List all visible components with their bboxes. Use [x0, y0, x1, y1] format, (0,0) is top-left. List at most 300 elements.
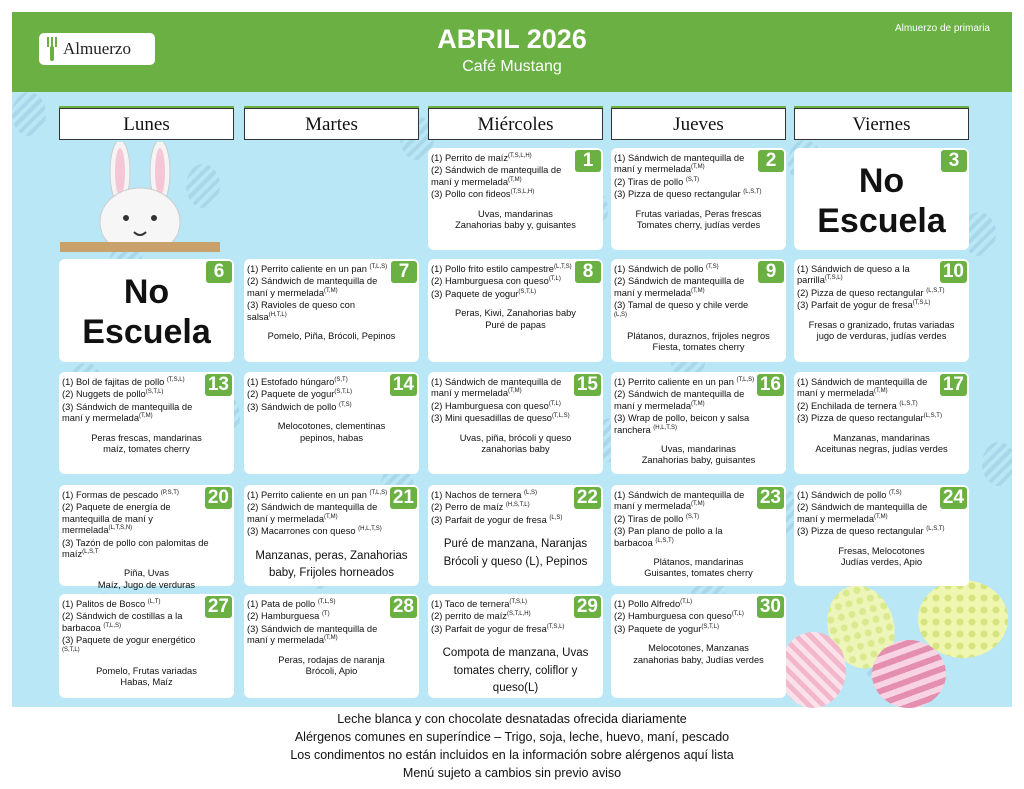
menu-item-name: (1) Nachos de ternera	[431, 490, 525, 501]
day-number: 21	[390, 487, 417, 509]
menu-item	[797, 264, 946, 287]
page-subtitle: Café Mustang	[462, 58, 562, 75]
day-number: 24	[940, 487, 967, 509]
menu-item	[62, 611, 211, 634]
allergen-codes: (L,T,S)	[553, 264, 572, 270]
side-line: tomates cherry, coliflor y queso(L)	[453, 664, 578, 694]
side-line: pepinos, habas	[299, 432, 364, 443]
no-school-line: No	[123, 273, 170, 311]
day-cell-13	[59, 372, 234, 474]
menu-item	[247, 377, 396, 388]
menu-item	[247, 624, 396, 647]
side-line: Melocotones, Manzanas	[648, 643, 749, 654]
footer-line: Los condimentos no están incluidos en la información sobre alérgenos aquí lista	[290, 748, 734, 762]
menu-item	[62, 402, 211, 425]
day-number: 3	[941, 150, 967, 172]
day-number: 13	[205, 374, 232, 396]
allergen-codes: (S,T,L)	[334, 389, 353, 396]
side-line: Habas, Maíz	[120, 677, 173, 688]
menu-item-name: (1) Sándwich de pollo	[614, 264, 706, 275]
menu-item	[62, 377, 211, 388]
menu-item	[431, 599, 580, 610]
menu-item	[247, 599, 396, 610]
menu-item-name: (2) Sándwich de mantequilla de maní y mermelada	[431, 165, 562, 187]
side-line: Compota de manzana, Uvas	[442, 647, 589, 660]
day-number: 29	[574, 596, 601, 618]
side-line: Plátanos, mandarinas	[653, 556, 744, 567]
allergen-codes: (T,S,L)	[166, 377, 185, 383]
menu-item	[62, 635, 211, 658]
side-line: zanahorias baby, Judías verdes	[633, 654, 764, 665]
menu-item-name: (3) Ravioles de queso con salsa	[247, 300, 356, 322]
side-line: Judías verdes, Apio	[840, 556, 923, 567]
menu-item	[247, 276, 396, 299]
day-number: 1	[575, 150, 601, 172]
menu-item	[614, 490, 763, 513]
side-line: Uvas, piña, brócoli y queso	[459, 432, 572, 443]
menu-item	[247, 611, 396, 622]
side-dishes	[431, 209, 600, 232]
menu-item-name: (3) Paquete de yogur	[431, 288, 519, 299]
allergen-codes: (T)	[321, 611, 330, 618]
menu-item	[431, 165, 580, 188]
allergen-codes: (T,M)	[691, 400, 705, 407]
allergen-codes: (T,M)	[874, 513, 888, 520]
allergen-codes: (S,T,L)	[518, 288, 537, 295]
header-banner	[12, 12, 1012, 92]
allergen-codes: (T,L)	[548, 400, 561, 407]
menu-item-name: (1) Sándwich de mantequilla de maní y mermelada	[797, 377, 928, 399]
menu-item-name: (2) Paquete de yogur	[247, 389, 335, 400]
menu-item	[62, 490, 211, 501]
side-line: Tomates cherry, judías verdes	[636, 219, 761, 230]
day-number: 9	[758, 261, 784, 283]
menu-item-name: (1) Sándwich de mantequilla de maní y mermelada	[614, 490, 745, 512]
footer-line: Menú sujeto a cambios sin previo aviso	[402, 766, 622, 780]
menu-item	[797, 300, 946, 311]
day-cell-30	[611, 594, 786, 698]
menu-item	[614, 514, 763, 525]
day-cell-1	[428, 148, 603, 250]
menu-item	[614, 599, 763, 610]
day-cell-9	[611, 259, 786, 362]
day-number: 10	[940, 261, 967, 283]
menu-type-label: Almuerzo de primaria	[894, 23, 990, 34]
menu-item	[431, 624, 580, 635]
menu-item-name: (3) Tamal de queso y chile verde	[614, 300, 749, 311]
allergen-codes: (T,M)	[508, 176, 522, 183]
menu-item-name: (2) Tiras de pollo	[614, 176, 686, 187]
menu-item-name: (2) Enchilada de ternera	[797, 400, 900, 411]
menu-item	[247, 490, 396, 501]
allergen-codes: (T,M)	[139, 413, 153, 420]
logo-text: Almuerzo	[63, 39, 131, 58]
menu-item-name: (2) Hamburguesa con queso	[431, 276, 549, 287]
menu-item-name: (3) Macarrones con queso	[247, 526, 359, 537]
day-cell-20	[59, 485, 234, 590]
menu-item	[797, 490, 946, 501]
page-title: ABRIL 2026	[437, 24, 587, 54]
side-line: Zanahorias baby, guisantes	[641, 455, 756, 466]
day-number: 14	[390, 374, 417, 396]
day-number: 8	[575, 261, 601, 283]
menu-item-name: (2) Hamburguesa con queso	[431, 400, 549, 411]
day-number: 22	[574, 487, 601, 509]
egg-icon	[780, 632, 846, 708]
allergen-codes: (T,S)	[706, 264, 719, 270]
allergen-codes: (T,S,L,H)	[507, 153, 532, 159]
menu-item	[614, 276, 763, 299]
menu-item	[62, 502, 211, 536]
menu-item-name: (1) Taco de ternera	[431, 599, 510, 610]
day-cell-21	[244, 485, 419, 586]
day-number: 2	[758, 150, 784, 172]
menu-item-name: (3) Sándwich de pollo	[247, 401, 339, 412]
side-line: Plátanos, duraznos, frijoles negros	[627, 330, 770, 341]
allergen-codes: (S,T,L)	[145, 389, 164, 396]
egg-pattern-icon	[12, 92, 46, 136]
menu-item-name: (2) Tiras de pollo	[614, 513, 686, 524]
menu-item-name: (3) Parfait de yogur de fresa	[431, 623, 547, 634]
menu-item	[797, 502, 946, 525]
side-line: Puré de manzana, Naranjas	[443, 538, 588, 551]
day-cell-23	[611, 485, 786, 586]
allergen-codes: (T,L,S)	[369, 264, 388, 270]
allergen-codes: (L,S,T)	[926, 526, 945, 533]
side-dishes	[62, 568, 231, 591]
allergen-codes: (L,S,T	[82, 548, 99, 555]
allergen-codes: (L,S,T)	[923, 413, 942, 420]
menu-item-name: (1) Bol de fajitas de pollo	[62, 377, 167, 388]
menu-item	[431, 401, 580, 412]
menu-item-name: (3) Sándwich de mantequilla de maní y mermelada	[62, 401, 193, 424]
side-dishes	[431, 645, 600, 697]
allergen-codes: (P,S,T)	[160, 490, 179, 496]
side-dishes	[797, 320, 966, 343]
menu-item	[431, 413, 580, 424]
side-line: Brócoli, Apio	[305, 665, 358, 676]
menu-item-name: (1) Perrito caliente en un pan	[247, 490, 370, 501]
menu-item-name: (1) Sándwich de pollo	[797, 490, 889, 501]
side-line: Fresas o granizado, frutas variadas	[808, 319, 955, 330]
allergen-codes: (L,S)	[614, 311, 628, 318]
menu-item	[797, 526, 946, 537]
side-dishes	[62, 666, 231, 689]
allergen-codes: (T,L,S)	[103, 622, 122, 629]
day-number: 30	[757, 596, 784, 618]
side-dishes	[614, 444, 783, 467]
day-number: 28	[390, 596, 417, 618]
menu-item	[614, 377, 763, 388]
menu-item-name: (2) Sándwich de mantequilla de maní y mermelada	[797, 502, 928, 524]
allergen-codes: (T,L,S)	[736, 377, 755, 383]
allergen-codes: (H,L,T,S)	[358, 526, 382, 533]
side-line: Guisantes, tomates cherry	[644, 568, 753, 579]
no-school-line: No	[858, 162, 905, 200]
side-line: Brócoli y queso (L), Pepinos	[443, 555, 588, 568]
menu-item-name: (2) Perro de maíz	[431, 502, 506, 513]
side-line: Frutas variadas, Peras frescas	[635, 208, 762, 219]
menu-item	[431, 264, 580, 275]
day-cell-28	[244, 594, 419, 698]
side-dishes	[247, 655, 416, 678]
menu-item-name: (3) Paquete de yogur energético	[62, 635, 196, 646]
day-number: 27	[205, 596, 232, 618]
day-cell-14	[244, 372, 419, 474]
side-dishes	[614, 331, 783, 354]
side-dishes	[614, 643, 783, 666]
menu-item-name: (2) Hamburguesa con queso	[614, 611, 732, 622]
allergen-codes: (T,S,L)	[912, 300, 931, 307]
menu-item	[614, 300, 763, 323]
menu-item	[247, 389, 396, 400]
menu-item	[62, 389, 211, 400]
allergen-codes: (S,T,L)	[701, 623, 720, 630]
allergen-codes: (T,M)	[691, 501, 705, 508]
side-line: Fresas, Melocotones	[838, 545, 925, 556]
side-line: Peras, rodajas de naranja	[278, 654, 385, 665]
day-cell-3	[794, 148, 969, 250]
menu-item	[614, 526, 763, 549]
menu-item-name: (3) Parfait de yogur de fresa	[797, 300, 913, 311]
side-dishes	[797, 546, 966, 569]
day-cell-29	[428, 594, 603, 698]
allergen-codes: (L,S,T)	[926, 287, 945, 294]
day-cell-6	[59, 259, 234, 362]
day-number: 6	[206, 261, 232, 283]
day-number: 23	[757, 487, 784, 509]
allergen-codes: (T,M)	[691, 164, 705, 171]
menu-item-name: (2) Pizza de queso rectangular	[797, 287, 927, 298]
menu-item	[614, 413, 763, 436]
menu-item	[614, 624, 763, 635]
allergen-codes: (T,L,S)	[551, 413, 570, 420]
day-number: 20	[205, 487, 232, 509]
side-line: zanahorias baby	[481, 443, 550, 454]
day-cell-16	[611, 372, 786, 474]
menu-item-name: (2) Sándwich de costillas a la barbacoa	[62, 611, 183, 633]
side-line: jugo de verduras, judías verdes	[816, 330, 947, 341]
allergen-codes: (T,L)	[680, 599, 693, 605]
menu-item-name: (3) Pizza de queso rectangular	[797, 526, 927, 537]
allergen-codes: (S,T)	[685, 513, 700, 520]
day-number: 17	[940, 374, 967, 396]
allergen-codes: (L,S,T)	[743, 189, 762, 196]
side-line: Uvas, mandarinas	[478, 208, 553, 219]
menu-item-name: (1) Palitos de Bosco	[62, 599, 148, 610]
menu-item-name: (1) Sándwich de queso a la parrilla	[797, 264, 910, 286]
menu-item	[431, 289, 580, 300]
allergen-codes: (L,T)	[147, 599, 161, 605]
side-line: baby, Frijoles horneados	[268, 566, 395, 579]
day-cell-7	[244, 259, 419, 362]
menu-item-name: (3) Pan plano de pollo a la barbacoa	[614, 526, 723, 548]
side-line: Piña, Uvas	[124, 568, 169, 579]
menu-item-name: (3) Pizza de queso rectangular	[797, 413, 924, 424]
side-line: Manzanas, mandarinas	[833, 432, 930, 443]
menu-item	[431, 153, 580, 164]
menu-item-name: (1) Estofado húngaro	[247, 377, 335, 388]
day-number: 15	[574, 374, 601, 396]
menu-item	[62, 538, 211, 561]
allergen-codes: (S,T)	[685, 176, 700, 183]
allergen-codes: (T,S)	[889, 490, 902, 496]
menu-item	[614, 189, 763, 200]
side-dishes	[62, 433, 231, 456]
side-dishes	[431, 308, 600, 331]
allergen-codes: (L,T,S,N)	[108, 525, 133, 532]
side-line: Peras, Kiwi, Zanahorias baby	[455, 308, 576, 319]
menu-item	[797, 413, 946, 424]
footer-line: Leche blanca y con chocolate desnatadas ofrecida diariamente	[337, 712, 687, 726]
day-header-martes: Martes	[244, 108, 419, 140]
allergen-codes: (T,M)	[691, 287, 705, 294]
bunny-illustration	[60, 142, 220, 252]
allergen-codes: (T,L)	[548, 276, 561, 283]
menu-item	[247, 264, 396, 275]
menu-item-name: (1) Pollo frito estilo campestre	[431, 264, 554, 275]
allergen-codes: (T,S)	[339, 401, 352, 408]
side-dishes	[247, 331, 416, 342]
menu-item	[614, 389, 763, 412]
no-school-line: Escuela	[82, 313, 211, 351]
side-dishes	[247, 421, 416, 444]
allergen-codes: (T,M)	[508, 388, 522, 395]
menu-item	[614, 153, 763, 176]
footer-line: Alérgenos comunes en superíndice – Trigo, soja, leche, huevo, maní, pescado	[294, 730, 730, 744]
allergen-codes: (T,M)	[874, 388, 888, 395]
day-cell-2	[611, 148, 786, 250]
menu-item	[797, 401, 946, 412]
menu-item-name: (1) Perrito caliente en un pan	[247, 264, 370, 275]
menu-item	[247, 402, 396, 413]
menu-item-name: (2) perrito de maíz	[431, 611, 507, 622]
no-school-line: Escuela	[817, 202, 946, 240]
allergen-codes: (H,T,L)	[268, 311, 287, 318]
allergen-codes: (T,L)	[731, 611, 744, 618]
allergen-codes: (T,L,S)	[369, 490, 388, 496]
menu-item	[614, 264, 763, 275]
day-header-lunes: Lunes	[59, 108, 234, 140]
egg-icon	[872, 640, 946, 708]
side-dishes	[431, 433, 600, 456]
menu-item-name: (1) Perrito de maíz	[431, 153, 508, 164]
menu-item-name: (3) Wrap de pollo, beicon y salsa ranchera	[614, 413, 750, 435]
menu-item-name: (3) Pizza de queso rectangular	[614, 189, 744, 200]
menu-item-name: (2) Sándwich de mantequilla de maní y mermelada	[247, 276, 378, 298]
menu-item-name: (1) Pollo Alfredo	[614, 599, 681, 610]
menu-item-name: (3) Mini quesadillas de queso	[431, 413, 552, 424]
menu-item-name: (1) Pata de pollo	[247, 599, 318, 610]
day-cell-10	[794, 259, 969, 362]
menu-item-name: (2) Nuggets de pollo	[62, 389, 146, 400]
menu-item	[431, 276, 580, 287]
menu-item	[247, 300, 396, 323]
menu-item	[431, 502, 580, 513]
menu-item-name: (1) Sándwich de mantequilla de maní y mermelada	[614, 153, 745, 175]
day-cell-17	[794, 372, 969, 474]
allergen-codes: (S,T,L)	[62, 646, 80, 653]
day-cell-22	[428, 485, 603, 586]
side-dishes	[247, 548, 416, 583]
allergen-codes: (L,S)	[549, 514, 563, 521]
no-school-label	[62, 272, 231, 352]
menu-item-name: (1) Formas de pescado	[62, 490, 161, 501]
side-line: Puré de papas	[485, 319, 546, 330]
allergen-codes: (T,S,L)	[509, 599, 528, 605]
side-dishes	[614, 557, 783, 580]
allergen-codes: (T,M)	[324, 287, 338, 294]
side-line: Peras frescas, mandarinas	[91, 432, 202, 443]
day-cell-15	[428, 372, 603, 474]
allergen-codes: (L,S,T)	[899, 400, 918, 407]
menu-item-name: (2) Sándwich de mantequilla de maní y mermelada	[247, 502, 378, 524]
side-line: Melocotones, clementinas	[277, 421, 386, 432]
menu-item	[247, 526, 396, 537]
footer-notes	[0, 710, 1024, 782]
side-dishes	[431, 536, 600, 571]
side-dishes	[614, 209, 783, 232]
menu-item	[431, 189, 580, 200]
menu-item-name: (3) Tazón de pollo con palomitas de maíz	[62, 537, 209, 559]
allergen-codes: (L,S,T)	[655, 537, 674, 544]
side-line: Aceitunas negras, judías verdes	[815, 443, 948, 454]
side-line: Manzanas, peras, Zanahorias	[255, 549, 408, 562]
menu-item	[614, 611, 763, 622]
no-school-label	[797, 161, 966, 241]
side-dishes	[797, 433, 966, 456]
allergen-codes: (T,L,S)	[317, 599, 336, 605]
menu-item-name: (2) Hamburguesa	[247, 611, 322, 622]
allergen-codes: (T,M)	[324, 513, 338, 520]
allergen-codes: (T,S,L,H)	[510, 189, 535, 196]
side-line: Pomelo, Piña, Brócoli, Pepinos	[267, 330, 396, 341]
menu-item-name: (2) Sándwich de mantequilla de maní y mermelada	[614, 389, 745, 411]
allergen-codes: (H,L,T,S)	[653, 424, 677, 431]
side-line: Maíz, Jugo de verduras	[97, 579, 196, 590]
allergen-codes: (S,T,L,H)	[506, 611, 531, 618]
menu-item-name: (1) Sándwich de mantequilla de maní y mermelada	[431, 377, 562, 399]
allergen-codes: (S,T)	[334, 377, 348, 383]
side-line: Uvas, mandarinas	[661, 443, 736, 454]
allergen-codes: (T,M)	[324, 635, 338, 642]
day-cell-27	[59, 594, 234, 698]
menu-item-name: (3) Sándwich de mantequilla de maní y mermelada	[247, 623, 378, 646]
menu-item	[431, 611, 580, 622]
side-line: Pomelo, Frutas variadas	[96, 665, 197, 676]
menu-item	[247, 502, 396, 525]
allergen-codes: (T,S,L)	[546, 623, 565, 630]
menu-item-name: (1) Perrito caliente en un pan	[614, 377, 737, 388]
menu-item	[62, 599, 211, 610]
day-cell-8	[428, 259, 603, 362]
day-number: 16	[757, 374, 784, 396]
day-header-miércoles: Miércoles	[428, 108, 603, 140]
day-number: 7	[391, 261, 417, 283]
allergen-codes: (L,S)	[524, 490, 538, 496]
side-line: maíz, tomates cherry	[103, 443, 190, 454]
side-line: Fiesta, tomates cherry	[652, 342, 745, 353]
menu-item	[431, 490, 580, 501]
allergen-codes: (T,S,L)	[824, 275, 843, 282]
menu-item	[797, 377, 946, 400]
day-header-jueves: Jueves	[611, 108, 786, 140]
menu-item-name: (3) Pollo con fideos	[431, 189, 511, 200]
day-header-viernes: Viernes	[794, 108, 969, 140]
menu-item-name: (3) Paquete de yogur	[614, 623, 702, 634]
menu-item	[797, 288, 946, 299]
egg-pattern-icon	[982, 442, 1012, 486]
